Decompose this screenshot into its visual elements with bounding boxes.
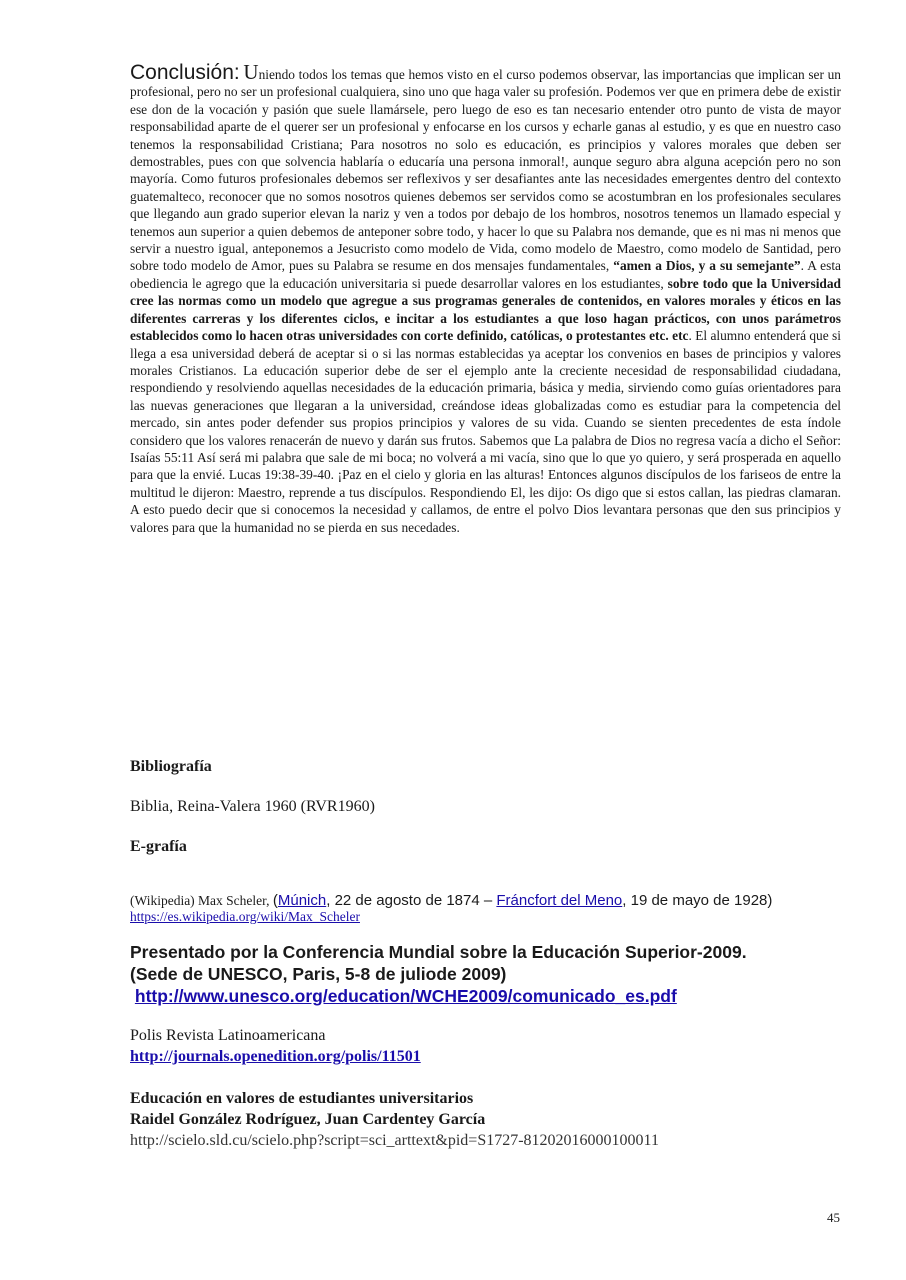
wikipedia-url-link[interactable]: https://es.wikipedia.org/wiki/Max_Scheler: [130, 909, 360, 924]
conclusion-section: [130, 60, 842, 536]
conclusion-text-1: niendo todos los temas que hemos visto en el curso podemos observar, las importancias que implican ser un profesional, pero no ser un profesional cualquiera, sino uno que haga valer su profesión. Podemos ver que en primera debe de existir ese don de la vocación y pasión que suele llamársele, pero luego de eso es tan necesario entender otro punto de vista de mayor responsabilidad aparte de el querer ser un profesional y enfocarse en los cursos y echarle ganas al estudio, y es que en nuestro caso tenemos la responsabilidad Cristiana; Para nosotros no solo es educación, es principios y valores morales que deben ser demostrables, pues con que solvencia hablaría o educaría una persona inmoral!, aunque seguro abra alguna acepción pero no son mayoría. Como futuros profesionales debemos ser reflexivos y ser desafiantes ante las necesidades emergentes dentro del contexto guatemalteco, reconocer que no somos nosotros quienes debemos ser servidos como se acostumbran en los profesionales seculares que llegando aun grado superior elevan la nariz y ven a todos por debajo de los hombros, nosotros tenemos un llamado especial y tenemos aun superior a quien debemos de anteponer sobre todo, y hacer lo que su Palabra nos demande, que es ni mas ni menos que servir a nuestro igual, anteponemos a Jesucristo como modelo de Vida, como modelo de Maestro, como modelo de Santidad, pero sobre todo modelo de Amor, pues su Palabra se resume en dos mensajes fundamentales,: [130, 67, 841, 274]
wiki-mid: , 22 de agosto de 1874 –: [326, 892, 497, 909]
munich-link[interactable]: Múnich: [277, 892, 327, 909]
egrafia-heading: E-grafía: [130, 838, 187, 855]
polis-title: Polis Revista Latinoamericana: [130, 1027, 326, 1044]
frankfurt-link[interactable]: Fráncfort del Meno: [496, 892, 623, 909]
unesco-url-link[interactable]: http://www.unesco.org/education/WCHE2009/comunicado_es.pdf: [134, 986, 677, 1006]
conclusion-heading: Conclusión:: [130, 61, 240, 84]
bible-reference: Biblia, Reina-Valera 1960 (RVR1960): [130, 798, 375, 815]
wiki-open: (: [272, 892, 278, 909]
wiki-prefix: (Wikipedia) Max Scheler,: [130, 893, 273, 908]
bibliography-heading: Bibliografía: [130, 758, 212, 775]
conclusion-text-2: . A esta obediencia le agrego que la educación universitaria si puede desarrollar valores en los estudiantes,: [130, 258, 841, 291]
bibliography-section: [130, 758, 841, 1151]
conclusion-paragraph: [130, 60, 842, 536]
unesco-title-line1: Presentado por la Conferencia Mundial sobre la Educación Superior-2009.: [130, 942, 747, 962]
dropcap: U: [243, 60, 259, 84]
polis-url-link[interactable]: http://journals.openedition.org/polis/11501: [130, 1048, 421, 1065]
page-number: 45: [827, 1210, 840, 1225]
article-url: http://scielo.sld.cu/scielo.php?script=sci_arttext&pid=S1727-81202016000100011: [130, 1132, 659, 1149]
article-title: Educación en valores de estudiantes universitarios: [130, 1090, 474, 1107]
article-authors: Raidel González Rodríguez, Juan Cardentey García: [130, 1111, 486, 1128]
conclusion-text-3: . El alumno entenderá que si llega a esa universidad deberá de aceptar si o si las normas establecidas ya aceptar los convenios en bases de principios y valores morales Cristianos. La educación superior debe de ser el ejemplo ante la creciente necesidad de responsabilidad ciudadana, respondiendo y resolviendo aquellas necesidades de la educación primaria, básica y media, sirviendo como guías orientadores para las nuevas generaciones que llegaran a la universidad, creándose ideas globalizadas como es estudiar para la competencia del mercado, sin antes poder defender sus propios principios y valores de su vida. Cuando se sienten precedentes de esta índole considero que los valores renacerán de nuevo y darán sus frutos. Sabemos que La palabra de Dios no regresa vacía a dicho el Señor: Isaías 55:11 Así será mi palabra que sale de mi boca; no volverá a mi vacía, sino que lo que yo quiero, y será prosperada en aquello para que la envié. Lucas 19:38-39-40. ¡Paz en el cielo y gloria en las alturas! Entonces algunos discípulos de los fariseos de entre la multitud le dijeron: Maestro, reprende a tus discípulos. Respondiendo El, les dijo: Os digo que si estos callan, las piedras clamaran. A esto puedo decir que si conocemos la necesidad y callamos, de entre el polvo Dios levantara personas que den sus principios y valores para que la humanidad no se pierda en sus necedades.: [130, 328, 841, 535]
wiki-end: , 19 de mayo de 1928): [622, 892, 773, 909]
wikipedia-citation: [130, 892, 841, 909]
conclusion-bold-1: “amen a Dios, y a su semejante”: [613, 258, 801, 274]
conclusion-bold-2: sobre todo que la Universidad cree las normas como un modelo que agregue a sus programas generales de contenidos, en valores morales y éticos en las diferentes carreras y los diferentes ciclos, e incitar a los estudiantes a que loso hagan prácticos, con unos parámetros establecidos como lo hacen otras universidades con corte definido, católicas, o protestantes etc. etc: [130, 275, 842, 344]
unesco-title-line2: (Sede de UNESCO, Paris, 5-8 de juliode 2009): [130, 964, 507, 984]
